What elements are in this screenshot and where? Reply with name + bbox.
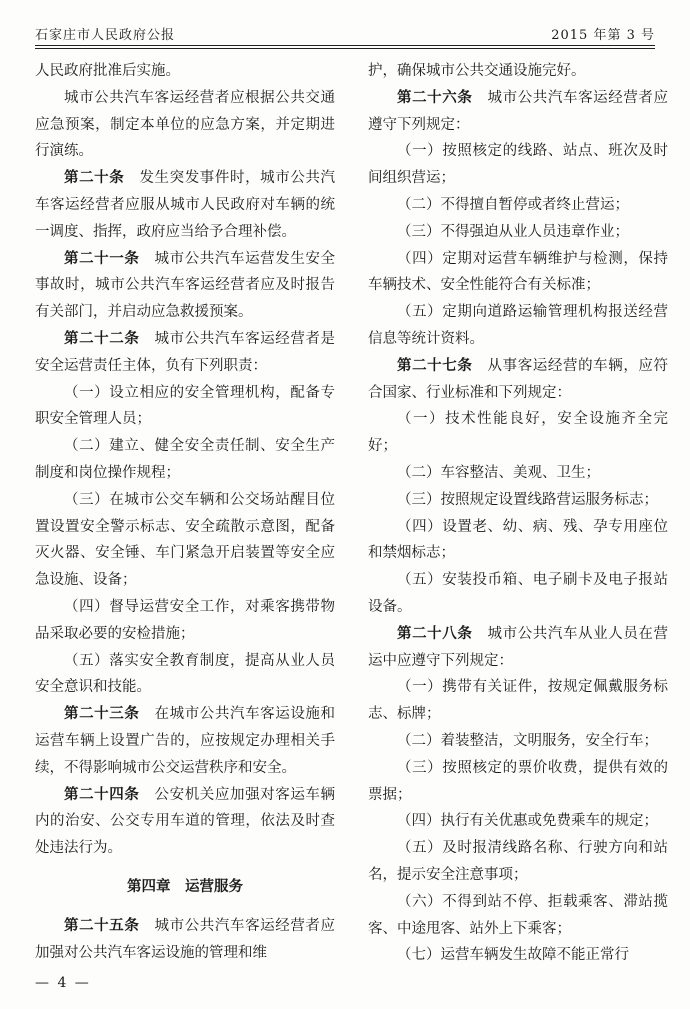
- header-rule-thin: [35, 48, 655, 49]
- paragraph: [368, 219, 668, 246]
- header-rule: [35, 45, 655, 46]
- paragraph: [35, 487, 335, 594]
- paragraph-text: （一）技术性能良好，安全设施齐全完好；: [368, 411, 668, 455]
- paragraph: [35, 58, 335, 85]
- paragraph: [368, 728, 668, 755]
- paragraph-text: 城市公共汽车运营发生安全事故时，城市公共汽车客运经营者应及时报告有关部门，并启动应急救援预案。: [35, 250, 336, 321]
- paragraph-text: 城市公共汽车客运经营者应遵守下列规定：: [368, 89, 669, 133]
- paragraph-text: （二）着装整洁，文明服务，安全行车；: [397, 732, 658, 749]
- paragraph-text: （一）携带有关证件，按规定佩戴服务标志、标牌；: [368, 679, 668, 723]
- article-number: 第二十一条: [64, 249, 140, 267]
- paragraph: [368, 85, 668, 139]
- paragraph: [35, 594, 335, 648]
- chapter-heading: [35, 874, 335, 901]
- article-number: 第二十八条: [397, 624, 473, 642]
- paragraph: [368, 406, 668, 460]
- paragraph: [35, 782, 335, 862]
- paragraph: [368, 58, 668, 85]
- paragraph: [368, 514, 668, 568]
- paragraph-text: 城市公共汽车客运经营者应根据公共交通应急预案，制定本单位的应急方案，并定期进行演练。: [35, 89, 335, 160]
- paragraph: [368, 487, 668, 514]
- paragraph: [35, 380, 335, 434]
- paragraph: [35, 913, 335, 967]
- paragraph-text: 护，确保城市公共交通设施完好。: [368, 63, 586, 79]
- paragraph-text: （四）定期对运营车辆维护与检测，保持车辆技术、安全性能符合有关标准；: [368, 250, 668, 294]
- paragraph-text: （三）按照核定的票价收费，提供有效的票据；: [368, 759, 668, 803]
- page-number: — 4 —: [35, 975, 91, 991]
- paragraph: [368, 835, 668, 889]
- paragraph: [368, 942, 668, 969]
- paragraph: [368, 299, 668, 353]
- paragraph-text: （四）执行有关优惠或免费乘车的规定；: [397, 813, 658, 830]
- paragraph-text: （一）按照核定的线路、站点、班次及时间组织营运；: [368, 143, 668, 187]
- article-number: 第二十二条: [64, 329, 140, 347]
- paragraph: [35, 326, 335, 380]
- paragraph-text: （七）运营车辆发生故障不能正常行: [397, 947, 629, 964]
- paragraph-text: 从事客运经营的车辆，应符合国家、行业标准和下列规定：: [368, 357, 669, 401]
- paragraph-text: （五）落实安全教育制度，提高从业人员安全意识和技能。: [35, 652, 335, 696]
- paragraph: [35, 648, 335, 702]
- paragraph: [35, 701, 335, 781]
- paragraph: [368, 755, 668, 809]
- paragraph: [368, 353, 668, 407]
- paragraph-text: 发生突发事件时，城市公共汽车客运经营者应服从城市人民政府对车辆的统一调度、指挥，政府应当给予合理补偿。: [35, 170, 336, 240]
- paragraph-text: 城市公共汽车客运经营者是安全运营责任主体，负有下列职责：: [35, 330, 336, 374]
- paragraph-text: 城市公共汽车客运经营者应加强对公共汽车客运设施的管理和维: [35, 917, 336, 961]
- paragraph: [368, 808, 668, 835]
- paragraph-text: （五）及时报清线路名称、行驶方向和站名，提示安全注意事项；: [368, 840, 668, 883]
- paragraph-text: （四）督导运营安全工作，对乘客携带物品采取必要的安检措施；: [35, 598, 335, 642]
- paragraph: [368, 460, 668, 487]
- paragraph-text: 城市公共汽车从业人员在营运中应遵守下列规定：: [368, 625, 669, 669]
- paragraph-text: （二）车容整洁、美观、卫生；: [397, 464, 600, 481]
- paragraph-text: （二）不得擅自暂停或者终止营运；: [397, 196, 629, 213]
- article-number: 第二十条: [64, 169, 125, 187]
- paragraph-text: 公安机关应加强对客运车辆内的治安、公交专用车道的管理，依法及时查处违法行为。: [35, 786, 336, 857]
- paragraph-text: （六）不得到站不停、拒载乘客、滞站揽客、中途甩客、站外上下乘客；: [368, 893, 668, 937]
- article-number: 第二十六条: [397, 88, 473, 106]
- paragraph: [35, 85, 335, 165]
- paragraph-text: （四）设置老、幼、病、残、孕专用座位和禁烟标志；: [368, 518, 668, 562]
- paragraph: [368, 674, 668, 728]
- article-number: 第二十七条: [397, 356, 473, 374]
- journal-title: 石家庄市人民政府公报: [35, 27, 176, 43]
- article-number: 第二十三条: [64, 705, 140, 723]
- paragraph-text: （五）定期向道路运输管理机构报送经营信息等统计资料。: [368, 304, 668, 347]
- paragraph-text: 在城市公共汽车客运设施和运营车辆上设置广告的，应按规定办理相关手续，不得影响城市公交运营秩序和安全。: [35, 706, 336, 776]
- paragraph: [35, 433, 335, 487]
- page-header: [35, 22, 655, 44]
- paragraph-text: （二）建立、健全安全责任制、安全生产制度和岗位操作规程；: [35, 438, 335, 481]
- paragraph-text: （三）在城市公交车辆和公交场站醒目位置设置安全警示标志、安全疏散示意图，配备灭火器、安全锤、车门紧急开启装置等安全应急设施、设备；: [35, 491, 335, 589]
- article-number: 第二十五条: [64, 916, 140, 934]
- issue-number: 2015 年第 3 号: [551, 27, 655, 43]
- paragraph: [368, 138, 668, 192]
- paragraph-text: （三）不得强迫从业人员违章作业；: [397, 223, 629, 240]
- left-column: [35, 58, 335, 966]
- paragraph-text: （一）设立相应的安全管理机构，配备专职安全管理人员；: [35, 384, 335, 428]
- paragraph-text: （三）按照规定设置线路营运服务标志；: [397, 491, 658, 508]
- paragraph: [35, 246, 335, 326]
- paragraph: [35, 165, 335, 245]
- chapter-title: 第四章 运营服务: [127, 877, 243, 895]
- paragraph: [368, 567, 668, 621]
- paragraph-text: 人民政府批准后实施。: [35, 63, 180, 79]
- paragraph: [368, 889, 668, 943]
- paragraph: [368, 246, 668, 300]
- paragraph: [368, 621, 668, 675]
- right-column: [368, 58, 668, 969]
- paragraph-text: （五）安装投币箱、电子刷卡及电子报站设备。: [368, 572, 668, 615]
- paragraph: [368, 192, 668, 219]
- article-number: 第二十四条: [64, 785, 140, 803]
